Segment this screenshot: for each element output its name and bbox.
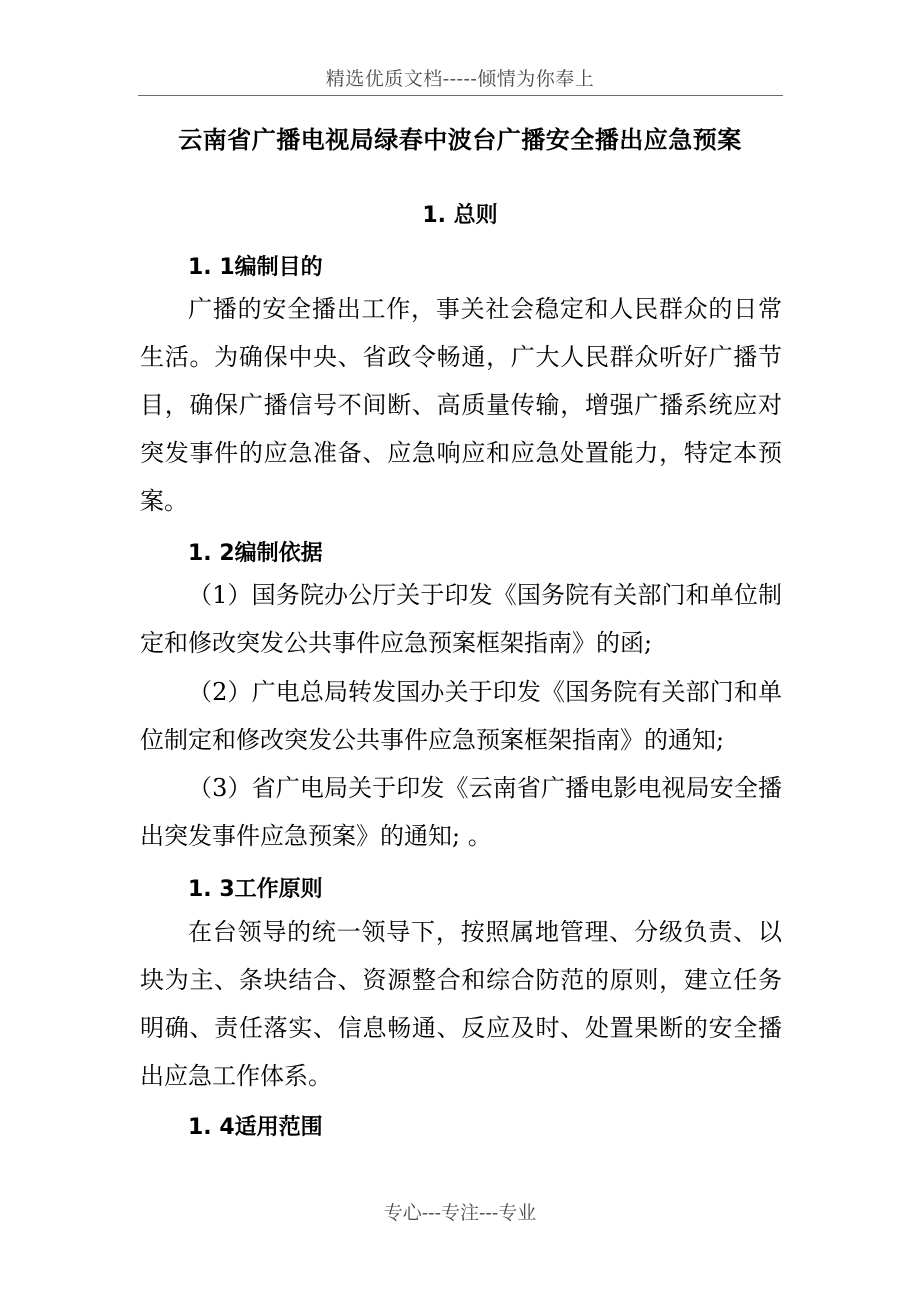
page-header: 精选优质文档-----倾情为你奉上 [325,68,595,90]
header-divider [138,95,783,96]
subsection-heading-purpose: 1. 1编制目的 [188,255,323,280]
paragraph-basis-2: （2）广电总局转发国办关于印发《国务院有关部门和单位制定和修改突发公共事件应急预案框架指南》的通知; [140,678,782,754]
document-title: 云南省广播电视局绿春中波台广播安全播出应急预案 [178,126,742,154]
subsection-heading-basis: 1. 2编制依据 [188,541,323,566]
paragraph-basis-3: （3）省广电局关于印发《云南省广播电影电视局安全播出突发事件应急预案》的通知; 。 [140,774,782,850]
paragraph-principles: 在台领导的统一领导下，按照属地管理、分级负责、以块为主、条块结合、资源整合和综合防范的原则，建立任务明确、责任落实、信息畅通、反应及时、处置果断的安全播出应急工作体系。 [140,918,782,1090]
subsection-heading-scope: 1. 4适用范围 [188,1115,323,1140]
section-heading-general: 1. 总则 [422,203,498,228]
paragraph-basis-1: （1）国务院办公厅关于印发《国务院有关部门和单位制定和修改突发公共事件应急预案框架指南》的函; [140,581,782,657]
paragraph-purpose: 广播的安全播出工作，事关社会稳定和人民群众的日常生活。为确保中央、省政令畅通，广大人民群众听好广播节目，确保广播信号不间断、高质量传输，增强广播系统应对突发事件的应急准备、应急响应和应急处置能力，特定本预案。 [140,295,782,515]
subsection-heading-principles: 1. 3工作原则 [188,877,323,902]
page-footer: 专心---专注---专业 [383,1202,537,1224]
